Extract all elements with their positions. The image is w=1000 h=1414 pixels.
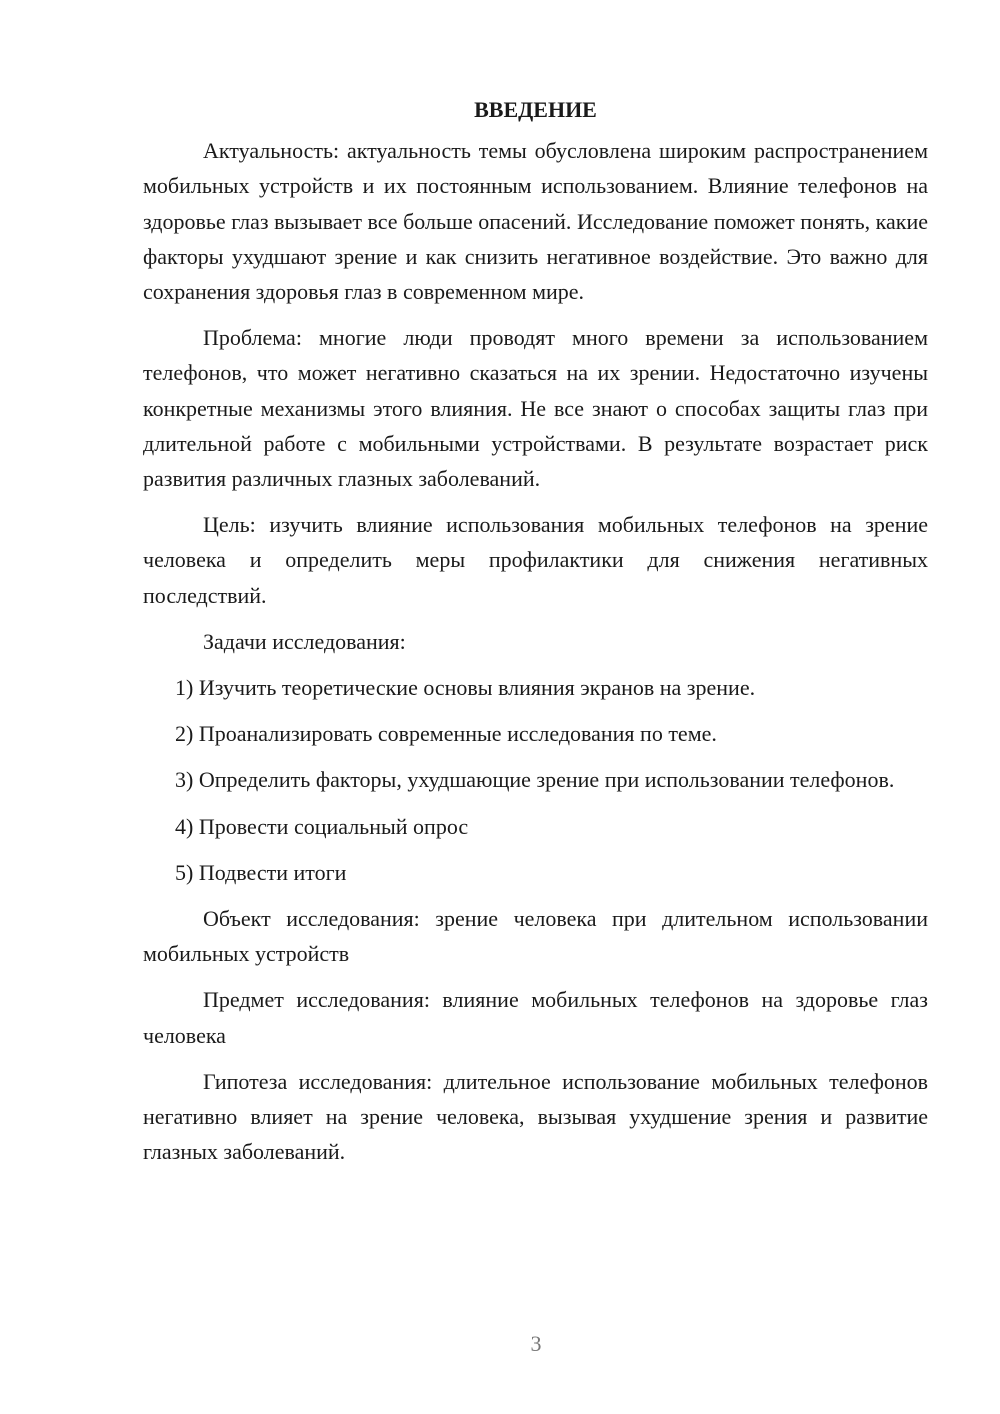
problem-paragraph: Проблема: многие люди проводят много времени за использованием телефонов, что может негативно сказаться на их зрении. Недостаточно изучены конкретные механизмы этого влияния. Не все знают о способах защиты глаз при длительной работе с мобильными устройствами. В результате возрастает риск развития различных глазных заболеваний. (143, 325, 928, 492)
goal-paragraph: Цель: изучить влияние использования мобильных телефонов на зрение человека и определить меры профилактики для снижения негативных последствий. (143, 512, 928, 608)
document-page (143, 92, 928, 1180)
object-paragraph: Объект исследования: зрение человека при длительном использовании мобильных устройств (143, 906, 928, 967)
list-item: 1) Изучить теоретические основы влияния экранов на зрение. (175, 675, 756, 701)
list-item: 2) Проанализировать современные исследования по теме. (175, 721, 717, 747)
subject-paragraph: Предмет исследования: влияние мобильных телефонов на здоровье глаз человека (143, 987, 928, 1048)
relevance-paragraph: Актуальность: актуальность темы обусловлена широким распространением мобильных устройств и их постоянным использованием. Влияние телефонов на здоровье глаз вызывает все больше опасений. Исследование поможет понять, какие факторы ухудшают зрение и как снизить негативное воздействие. Это важно для сохранения здоровья глаз в современном мире. (143, 138, 928, 305)
page-number: 3 (530, 1331, 542, 1356)
hypothesis-paragraph: Гипотеза исследования: длительное использование мобильных телефонов негативно влияет на зрение человека, вызывая ухудшение зрения и развитие глазных заболеваний. (143, 1068, 928, 1165)
list-item: 3) Определить факторы, ухудшающие зрение при использовании телефонов. (175, 767, 895, 793)
list-item: 5) Подвести итоги (175, 859, 347, 885)
tasks-list (143, 670, 928, 890)
list-item: 4) Провести социальный опрос (175, 813, 469, 839)
tasks-label: Задачи исследования: (203, 628, 406, 654)
page-title: ВВЕДЕНИЕ (474, 97, 597, 122)
